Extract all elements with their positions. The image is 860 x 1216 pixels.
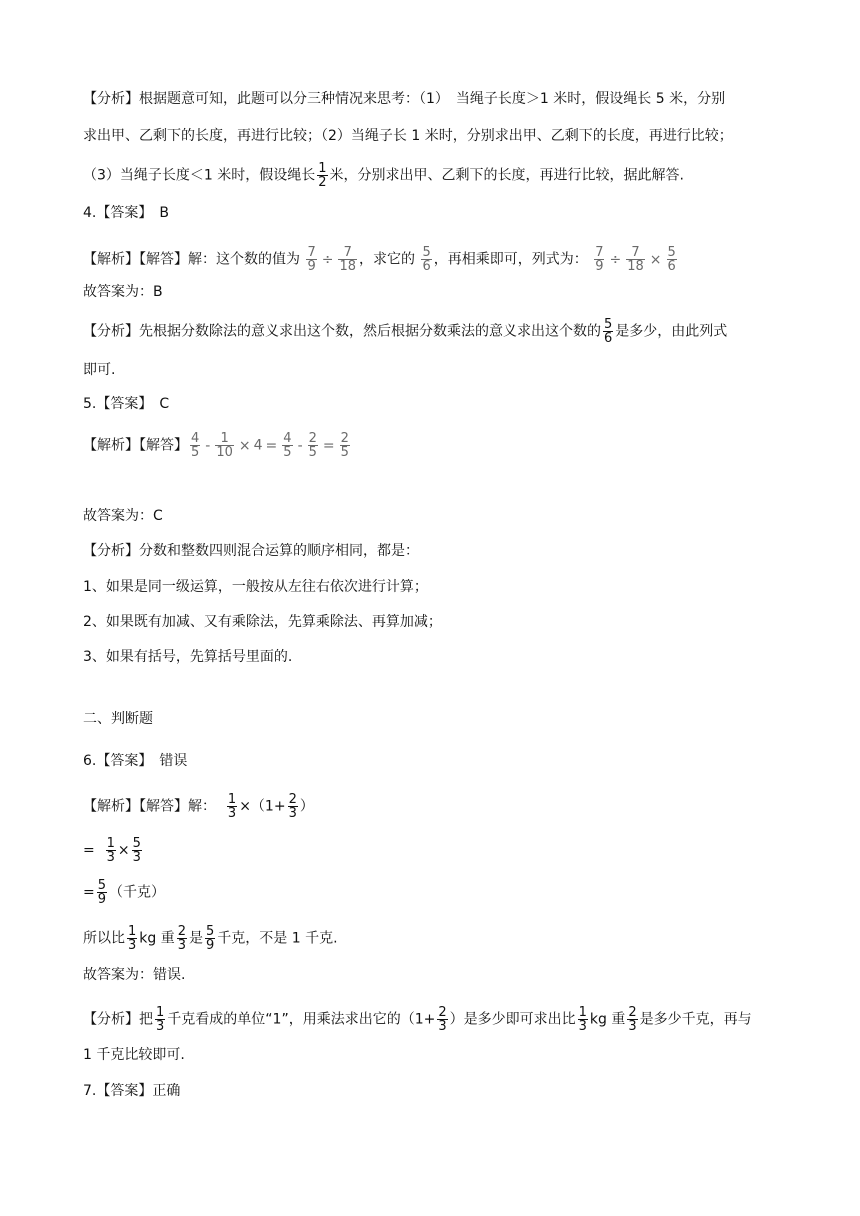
q6-explanation	[83, 793, 314, 820]
unit-kilogram: （千克）	[109, 884, 166, 901]
multiply-sign-b: ×	[238, 437, 251, 454]
q6-so-text-3: 是	[189, 930, 204, 947]
q3-analysis-line-2: 求出甲、乙剩下的长度，再进行比较；（2）当绳子长 1 米时，分别求出甲、乙剩下的长度，再进行比较；	[83, 128, 733, 144]
fraction-4-5-b: $\frac{4}{5}$	[283, 431, 292, 460]
q6-analysis-text-3: ）是多少即可求出比	[449, 1011, 576, 1028]
q4-conclusion: 故答案为：B	[83, 284, 163, 300]
fraction-1-3-b: $\frac{1}{3}$	[106, 836, 115, 865]
fraction-2-3-d: $\frac{2}{3}$	[628, 1005, 637, 1034]
q6-analysis-text-4: kg 重	[589, 1011, 626, 1028]
q6-analysis-line-2: 1 千克比较即可.	[83, 1047, 185, 1063]
q5-rule-2: 2、如果既有加减、又有乘除法，先算乘除法、再算加减；	[83, 614, 442, 630]
divide-sign-b: ÷	[609, 251, 622, 268]
q6-so-text: 所以比	[83, 930, 125, 947]
minus-sign: -	[205, 437, 211, 454]
fraction-2-3: $\frac{2}{3}$	[288, 792, 297, 821]
fraction-1-3-d: $\frac{1}{3}$	[156, 1005, 165, 1034]
q3-analysis-line-1: 【分析】根据题意可知，此题可以分三种情况来思考：（1） 当绳子长度＞1 米时，假设绳长 5 米，分别	[83, 91, 726, 107]
q4-explain-text: 【解析】【解答】解：这个数的值为	[83, 251, 300, 268]
fraction-1-10: $\frac{1}{10}$	[216, 431, 233, 460]
equals-prefix-b: =	[83, 884, 95, 901]
q3-analysis-line-3	[83, 162, 684, 189]
q3-analysis-text-end: 米，分别求出甲、乙剩下的长度，再进行比较，据此解答.	[329, 167, 684, 184]
q5-explain-text: 【解析】【解答】	[83, 437, 188, 454]
divide-sign: ÷	[321, 251, 334, 268]
fraction-5-6-c: $\frac{5}{6}$	[604, 317, 613, 346]
fraction-7-18: $\frac{7}{18}$	[339, 245, 357, 274]
q6-step-1	[83, 837, 144, 864]
q5-conclusion: 故答案为：C	[83, 508, 163, 524]
q6-conclusion: 故答案为：错误.	[83, 967, 186, 983]
fraction-5-6: $\frac{5}{6}$	[422, 245, 431, 274]
q6-analysis-text-5: 是多少千克，再与	[639, 1011, 752, 1028]
fraction-1-3: $\frac{1}{3}$	[227, 792, 237, 821]
q4-analysis-line-2: 即可.	[83, 362, 116, 378]
q5-answer: 5.【答案】 C	[83, 396, 170, 412]
q4-analysis-text: 【分析】先根据分数除法的意义求出这个数，然后根据分数乘法的意义求出这个数的	[83, 323, 601, 340]
fraction-7-9: $\frac{7}{9}$	[307, 245, 316, 274]
fraction-4-5: $\frac{4}{5}$	[191, 431, 200, 460]
q6-step-2	[83, 879, 165, 906]
multiply-sign: ×	[649, 251, 662, 268]
q4-explain-text-2: ，求它的	[359, 251, 416, 268]
paren-close: ）	[299, 798, 314, 815]
q5-rule-1: 1、如果是同一级运算，一般按从左往右依次进行计算；	[83, 579, 428, 595]
q6-so-text-2: kg 重	[139, 930, 175, 947]
q6-answer: 6.【答案】 错误	[83, 753, 188, 769]
q4-analysis-line-1	[83, 318, 727, 345]
fraction-2-3-c: $\frac{2}{3}$	[438, 1005, 447, 1034]
q5-rule-3: 3、如果有括号，先算括号里面的.	[83, 649, 293, 665]
q4-analysis-text-2: 是多少，由此列式	[615, 323, 728, 340]
q4-explanation	[83, 246, 679, 273]
fraction-one-half: $\frac{1}{2}$	[318, 161, 327, 190]
multiply-sign-d: ×	[117, 842, 130, 859]
q4-explain-text-3: ，再相乘即可，列式为：	[433, 251, 588, 268]
q5-analysis: 【分析】分数和整数四则混合运算的顺序相同，都是：	[83, 543, 419, 559]
q4-answer: 4.【答案】 B	[83, 205, 169, 221]
equals-sign-b: =	[322, 437, 335, 454]
multiply-sign-c: ×	[239, 798, 251, 815]
fraction-2-3-b: $\frac{2}{3}$	[177, 924, 187, 953]
q6-so-text-4: 千克，不是 1 千克.	[217, 930, 338, 947]
fraction-2-5: $\frac{2}{5}$	[308, 431, 317, 460]
q6-analysis-text: 【分析】把	[83, 1011, 153, 1028]
q6-analysis-text-2: 千克看成的单位“1”，用乘法求出它的（1+	[167, 1011, 436, 1028]
q6-so-line	[83, 925, 338, 952]
q6-explain-text: 【解析】【解答】解：	[83, 798, 216, 815]
fraction-5-3: $\frac{5}{3}$	[132, 836, 141, 865]
equals-prefix: =	[83, 842, 95, 859]
number-four: 4	[253, 437, 263, 454]
q7-answer: 7.【答案】正确	[83, 1083, 181, 1099]
fraction-1-3-c: $\frac{1}{3}$	[128, 924, 137, 953]
minus-sign-b: -	[297, 437, 303, 454]
fraction-5-6-b: $\frac{5}{6}$	[667, 245, 676, 274]
equals-sign: =	[265, 437, 278, 454]
fraction-5-9-b: $\frac{5}{9}$	[206, 924, 215, 953]
fraction-7-9-b: $\frac{7}{9}$	[595, 245, 604, 274]
q3-analysis-text: （3）当绳子长度＜1 米时，假设绳长	[83, 167, 316, 184]
fraction-5-9: $\frac{5}{9}$	[97, 878, 107, 907]
fraction-2-5-b: $\frac{2}{5}$	[340, 431, 349, 460]
q5-explanation	[83, 432, 352, 459]
fraction-1-3-e: $\frac{1}{3}$	[578, 1005, 587, 1034]
section-title: 二、判断题	[83, 711, 153, 727]
paren-open: （1+	[250, 798, 286, 815]
q6-analysis-line-1	[83, 1006, 752, 1033]
fraction-7-18-b: $\frac{7}{18}$	[627, 245, 644, 274]
